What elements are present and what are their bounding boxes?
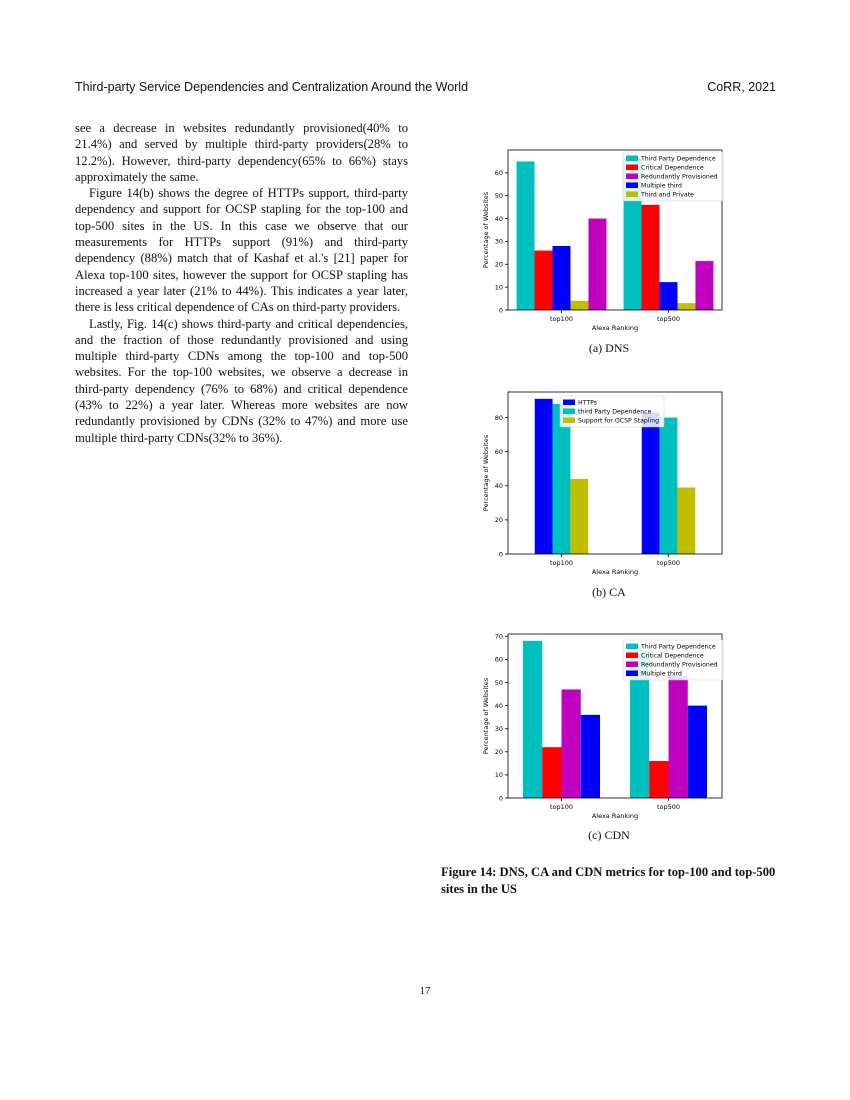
y-tick-label: 60: [494, 447, 503, 456]
legend-swatch: [626, 174, 638, 180]
body-column: [75, 120, 408, 446]
bar: [660, 282, 678, 310]
y-tick-label: 30: [494, 237, 503, 246]
legend-label: Third Party Dependence: [641, 155, 716, 163]
paragraph: see a decrease in websites redundantly provisioned(40% to 21.4%) and served by multiple third-party providers(28% to 12.2%). However, third-party dependency(65% to 66%) stays approximately the same.: [75, 121, 408, 184]
legend-label: Critical Dependence: [641, 652, 704, 660]
venue-header: CoRR, 2021: [707, 80, 776, 94]
bar: [517, 161, 535, 310]
y-tick-label: 30: [494, 725, 503, 734]
y-tick-label: 60: [494, 655, 503, 664]
paragraph: Lastly, Fig. 14(c) shows third-party and critical dependencies, and the fraction of those redundantly provisioned and using multiple third-party CDNs among the top-100 and top-500 websites. For the top-100 websites, we observe a decrease in third-party dependency (76% to 68%) and critical dependence (43% to 22%) a year later. Whereas more websites are now redundantly provisioned by CDNs (32% to 47%) and more use multiple third-party CDNs(32% to 36%).: [75, 316, 408, 445]
bar: [570, 301, 588, 310]
page-number: 17: [419, 985, 431, 997]
running-header: [75, 80, 776, 98]
x-axis-label: Alexa Ranking: [591, 812, 639, 820]
subcaption-ca: (b) CA: [592, 585, 626, 599]
legend-label: Redundantly Provisioned: [641, 173, 718, 181]
bar: [660, 418, 678, 554]
x-tick-label: top500: [656, 559, 681, 567]
chart-svg: [478, 142, 728, 332]
bar: [570, 479, 588, 554]
y-tick-label: 50: [494, 678, 503, 687]
x-tick-label: top100: [549, 559, 574, 567]
figure-caption: Figure 14: DNS, CA and CDN metrics for top-100 and top-500 sites in the US: [441, 865, 776, 896]
x-tick-label: top100: [549, 803, 574, 811]
y-axis-label: Percentage of Websites: [482, 191, 490, 269]
bar: [562, 689, 581, 798]
bar: [669, 676, 688, 798]
bar: [677, 303, 695, 310]
legend-label: Critical Dependence: [641, 164, 704, 172]
bar: [581, 715, 600, 798]
subcaption-dns: (a) DNS: [588, 341, 630, 355]
y-tick-label: 20: [494, 260, 503, 269]
bar: [642, 205, 660, 310]
paper-title-header: Third-party Service Dependencies and Centralization Around the World: [75, 80, 469, 94]
x-tick-label: top500: [656, 803, 681, 811]
x-tick-label: top500: [656, 315, 681, 323]
legend-swatch: [626, 156, 638, 162]
y-tick-label: 10: [494, 771, 503, 780]
subcaption-cdn: (c) CDN: [588, 828, 630, 842]
chart-cdn: [478, 630, 728, 820]
chart-svg: [478, 388, 728, 578]
y-tick-label: 80: [494, 413, 503, 422]
legend-swatch: [626, 183, 638, 189]
y-tick-label: 60: [494, 169, 503, 178]
bar: [677, 487, 695, 554]
paragraph: Figure 14(b) shows the degree of HTTPs support, third-party dependency and support for OCSP stapling for the top-100 and top-500 sites in the US. In this case we observe that our measurements for HTTPs support (91%) and third-party dependency (88%) match that of Kashaf et al.'s [21] paper for Alexa top-100 sites, however the support for OCSP stapling has increased a year later (21% to 44%). This indicates a year later, there is less critical dependence of CAs on third-party providers.: [75, 186, 408, 315]
y-tick-label: 20: [494, 748, 503, 757]
y-tick-label: 40: [494, 482, 503, 491]
x-axis-label: Alexa Ranking: [591, 324, 639, 332]
bar: [695, 261, 713, 310]
x-tick-label: top100: [549, 315, 574, 323]
bar: [523, 641, 542, 798]
x-axis-label: Alexa Ranking: [591, 568, 639, 576]
y-tick-label: 50: [494, 192, 503, 201]
y-tick-label: 70: [494, 632, 503, 641]
legend-label: Support for OCSP Stapling: [578, 417, 660, 425]
y-tick-label: 40: [494, 701, 503, 710]
chart-svg: [478, 630, 728, 820]
legend-swatch: [626, 653, 638, 659]
legend-swatch: [626, 644, 638, 650]
legend-label: third Party Dependence: [578, 408, 652, 416]
legend-swatch: [563, 409, 575, 415]
legend-swatch: [626, 192, 638, 198]
y-tick-label: 0: [498, 306, 503, 315]
y-axis-label: Percentage of Websites: [482, 434, 490, 512]
legend-label: Multiple third: [641, 182, 682, 190]
bar: [649, 761, 668, 798]
legend-label: Third Party Dependence: [641, 643, 716, 651]
y-tick-label: 0: [498, 550, 503, 559]
bar: [642, 412, 660, 554]
bar: [535, 251, 553, 310]
y-axis-label: Percentage of Websites: [482, 677, 490, 755]
legend-label: Multiple third: [641, 670, 682, 678]
y-tick-label: 20: [494, 516, 503, 525]
bar: [553, 246, 571, 310]
bar: [588, 219, 606, 310]
y-tick-label: 0: [498, 794, 503, 803]
legend-label: Third and Private: [641, 191, 694, 199]
bar: [535, 399, 553, 554]
y-tick-label: 10: [494, 283, 503, 292]
chart-dns: [478, 142, 728, 332]
y-tick-label: 40: [494, 214, 503, 223]
legend-swatch: [563, 400, 575, 406]
legend-swatch: [563, 418, 575, 424]
legend-label: HTTPs: [578, 399, 597, 407]
legend-label: Redundantly Provisioned: [641, 661, 718, 669]
chart-ca: [478, 388, 728, 578]
legend-swatch: [626, 165, 638, 171]
bar: [542, 747, 561, 798]
legend-swatch: [626, 671, 638, 677]
bar: [688, 706, 707, 798]
legend-swatch: [626, 662, 638, 668]
